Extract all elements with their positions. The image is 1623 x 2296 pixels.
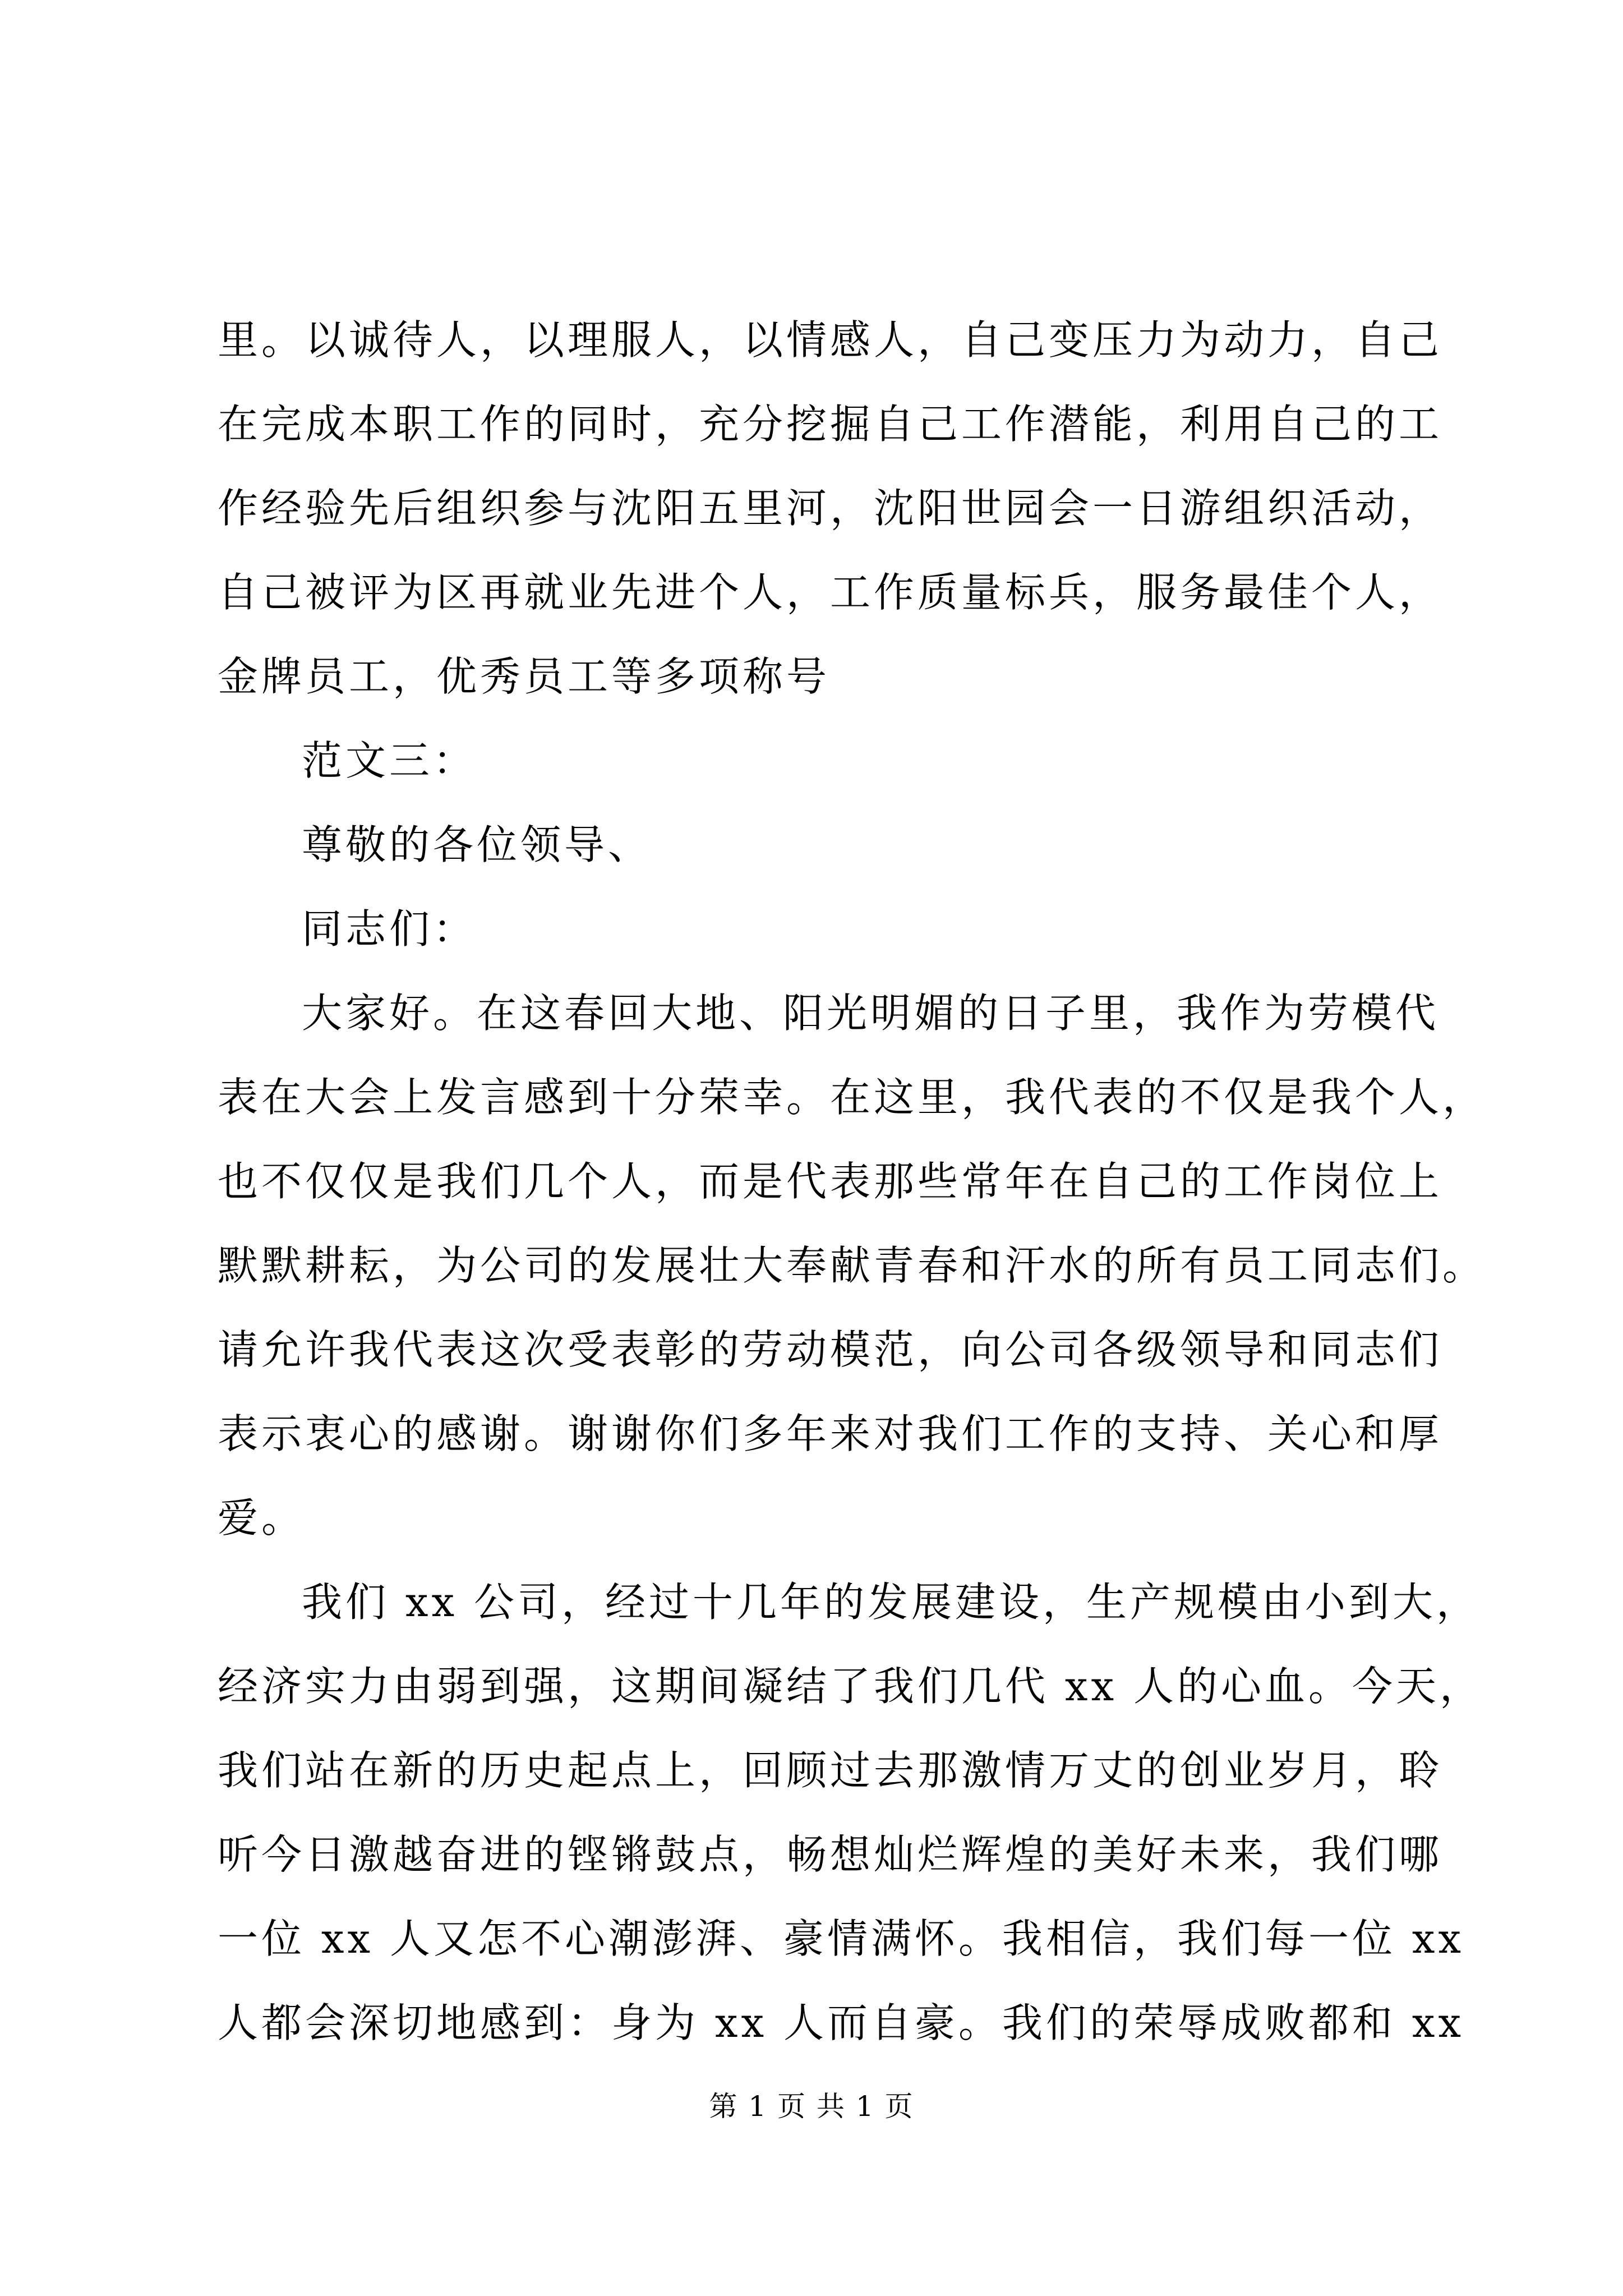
- text-line: 也不仅仅是我们几个人，而是代表那些常年在自己的工作岗位上: [218, 1158, 1443, 1205]
- text-line: 里。以诚待人，以理服人，以情感人，自己变压力为动力，自己: [218, 316, 1443, 364]
- text-line: 我们站在新的历史起点上，回顾过去那激情万丈的创业岁月，聆: [218, 1747, 1443, 1794]
- text-line: 请允许我代表这次受表彰的劳动模范，向公司各级领导和同志们: [218, 1326, 1443, 1373]
- section-heading: 范文三：: [302, 737, 477, 784]
- page-footer: 第 1 页 共 1 页: [709, 2090, 914, 2123]
- text-line: 人都会深切地感到：身为 xx 人而自豪。我们的荣辱成败都和 xx: [218, 1999, 1465, 2046]
- text-line: 经济实力由弱到强，这期间凝结了我们几代 xx 人的心血。今天，: [218, 1663, 1483, 1710]
- text-line: 表在大会上发言感到十分荣幸。在这里，我代表的不仅是我个人，: [218, 1074, 1487, 1121]
- text-line: 作经验先后组织参与沈阳五里河，沈阳世园会一日游组织活动，: [218, 485, 1443, 532]
- text-line: 金牌员工，优秀员工等多项称号: [218, 653, 831, 700]
- text-line: 默默耕耘，为公司的发展壮大奉献青春和汗水的所有员工同志们。: [218, 1242, 1487, 1289]
- text-line: 在完成本职工作的同时，充分挖掘自己工作潜能，利用自己的工: [218, 401, 1443, 448]
- paragraph-first-line: 大家好。在这春回大地、阳光明媚的日子里，我作为劳模代: [302, 990, 1440, 1037]
- salutation-line: 尊敬的各位领导、: [302, 821, 652, 868]
- text-line: 自己被评为区再就业先进个人，工作质量标兵，服务最佳个人，: [218, 569, 1443, 616]
- text-line: 一位 xx 人又怎不心潮澎湃、豪情满怀。我相信，我们每一位 xx: [218, 1915, 1465, 1962]
- text-line: 表示衷心的感谢。谢谢你们多年来对我们工作的支持、关心和厚: [218, 1410, 1443, 1457]
- paragraph-first-line: 我们 xx 公司，经过十几年的发展建设，生产规模由小到大，: [302, 1579, 1480, 1626]
- salutation-line: 同志们：: [302, 905, 477, 953]
- text-line: 爱。: [218, 1494, 306, 1542]
- text-line: 听今日激越奋进的铿锵鼓点，畅想灿烂辉煌的美好未来，我们哪: [218, 1831, 1443, 1878]
